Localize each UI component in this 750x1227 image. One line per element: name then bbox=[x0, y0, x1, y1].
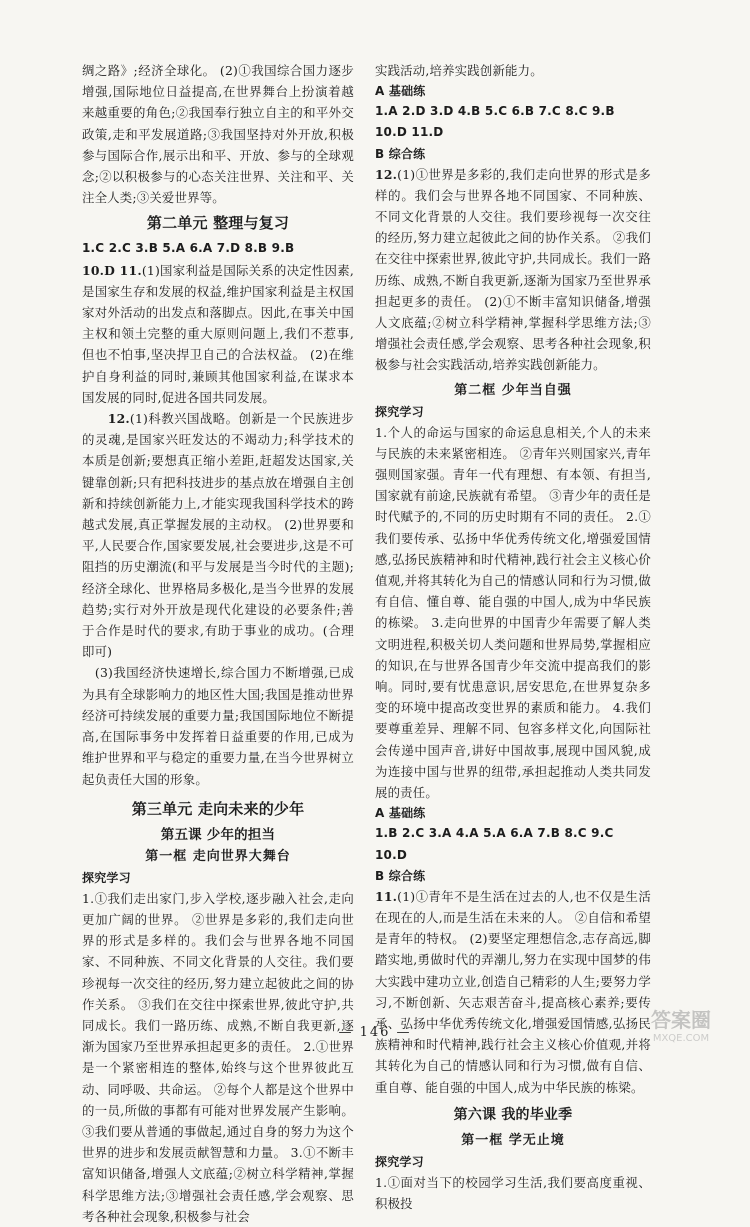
unit-2-choice-answers: 1.C 2.C 3.B 5.A 6.A 7.D 8.B 9.B bbox=[82, 241, 295, 256]
paragraph: 1.个人的命运与国家的命运息息相关,个人的未来与民族的未来紧密相连。 ②青年兴则国家兴,青年强则国家强。青年一代有理想、有本领、有担当,国家就有前途,民族就有希望。 ③青少年的责任是时代赋予的,不同的历史时期有不同的责任。 2.①我们要传承、弘扬中华优秀传统文化,增强爱国情感,弘扬民族精神和时代精神,践行社会主义核心价值观,并将其转化为自己的情感认同和行为习惯,做有自信、懂自尊、能自强的中国人,成为中华民族的栋梁。 3.走向世界的中国青少年需要了解人类文明进程,积极关切人类问题和世界局势,掌握相应的知识,在与世界各国青少年交流中提高我们的影响。同时,要有忧患意识,居安思危,在世界复杂多变的环境中提高改变世界的素质和能力。 4.我们要尊重差异、理解不同、包容多样文化,向国际社会传递中国声音,讲好中国故事,展现中国风貌,成为连接中国与世界的纽带,承担起推动人类共同发展的责任。 bbox=[375, 424, 651, 801]
watermark-logo bbox=[626, 1003, 736, 1045]
section-heading-basic: A 基础练 bbox=[375, 84, 426, 99]
section-heading-comprehensive: B 综合练 bbox=[375, 146, 426, 161]
section-heading-basic: A 基础练 bbox=[375, 806, 426, 821]
paragraph: 1.①我们走出家门,步入学校,逐步融入社会,走向更加广阔的世界。 ②世界是多彩的,我们走向世界的形式是多样的。我们会与世界各地不同国家、不同种族、不同文化背景的人交往。我们要珍视每一次交往的经历,努力建立起彼此之间的协作关系。 ③我们在交往中探索世界,彼此守护,共同成长。我们一路历练、成熟,不断自我更新,逐渐为国家乃至世界承担起更多的责任。 2.①世界是一个紧密相连的整体,始终与这个世界彼此互动、同呼吸、共命运。 ②每个人都是这个世界中的一员,所做的事都有可能对世界发展产生影响。 ③我们要从普通的事做起,通过自身的努力为这个世界的进步和发展贡献智慧和力量。 3.①不断丰富知识储备,增强人文底蕴;②树立科学精神,掌握科学思维方法;③增强社会责任感,学会观察、思考各种社会现象,积极参与社会 bbox=[82, 890, 354, 1224]
answer-text: (1)国家利益是国际关系的决定性因素,是国家生存和发展的权益,维护国家利益是主权国家对外活动的出发点和落脚点。因此,在事关中国主权和领土完整的重大原则问题上,我们不惹事,但也不怕事,坚决捍卫自己的合法权益。 (2)在维护自身利益的同时,兼顾其他国家利益,在谋求本国发展的同时,促进各国共同发展。 bbox=[82, 262, 354, 405]
lesson-5-heading: 第五课 少年的担当 bbox=[160, 826, 276, 843]
page-number: — 146 — bbox=[338, 1025, 412, 1040]
section-heading-explore: 探究学习 bbox=[375, 1154, 424, 1169]
basic-choice-answers: 1.A 2.D 3.D 4.B 5.C 6.B 7.C 8.C 9.B bbox=[375, 104, 615, 119]
paragraph bbox=[82, 260, 354, 408]
paragraph: 绸之路》;经济全球化。 (2)①我国综合国力逐步增强,国际地位日益提高,在世界舞台上扮演着越来越重要的角色;②我国奉行独立自主的和平外交政策,走和平发展道路;③我国坚持对外开放,积极参与国际合作,展示出和平、开放、参与的全球观念;②以积极参与的心态关注世界、关注和平、关注全人类;③关爱世界等。 bbox=[82, 63, 354, 206]
paragraph: 1.①面对当下的校园学习生活,我们要高度重视、积极投 bbox=[375, 1174, 651, 1211]
paragraph bbox=[375, 164, 651, 376]
question-number: 12. bbox=[107, 411, 130, 427]
answer-text: (1)①世界是多彩的,我们走向世界的形式是多样的。我们会与世界各地不同国家、不同种族、不同文化背景的人交往。我们要珍视每一次交往的经历,努力建立起彼此之间的协作关系。 ②我们在交往中探索世界,彼此守护,共同成长。我们一路历练、成熟,不断自我更新,逐渐为国家乃至世界承担起更多的责任。 (2)①不断丰富知识储备,增强人文底蕴;②树立科学精神,掌握科学思维方法;③增强社会责任感,学会观察、思考各种社会现象,积极参与社会实践活动,培养实践创新能力。 bbox=[375, 166, 651, 373]
question-number: 11. bbox=[375, 888, 398, 904]
basic-choice-answers: 1.B 2.C 3.A 4.A 5.A 6.A 7.B 8.C 9.C bbox=[375, 826, 614, 841]
unit-2-heading: 第二单元 整理与复习 bbox=[146, 214, 290, 233]
watermark-subtext: MXQE.COM bbox=[652, 1033, 710, 1044]
left-column bbox=[82, 60, 354, 1227]
lesson-6-heading: 第六课 我的毕业季 bbox=[453, 1106, 573, 1123]
answer-text: (1)①青年不是生活在过去的人,也不仅是生活在现在的人,而是生活在未来的人。 ②自信和希望是青年的特权。 (2)要坚定理想信念,志存高远,脚踏实地,勇做时代的弄潮儿,努力在实现中国梦的伟大实践中建功立业,创造自己精彩的人生;要努力学习,不断创新、矢志艰苦奋斗,提高核心素养;要传承、弘扬中华优秀传统文化,增强爱国情感,弘扬民族精神和时代精神,践行社会主义核心价值观,并将其转化为自己的情感认同和行为习惯,做有自信、重自尊、能自强的中国人,成为中华民族的栋梁。 bbox=[375, 888, 651, 1095]
answer-text: (3)我国经济快速增长,综合国力不断增强,已成为具有全球影响力的地区性大国;我国是推动世界经济可持续发展的重要力量;我国国际地位不断提高,在国际事务中发挥着日益重要的作用,已成为维护世界和平与稳定的重要力量,在当今世界树立起负责任大国的形象。 bbox=[82, 665, 355, 787]
section-heading-explore: 探究学习 bbox=[375, 404, 424, 419]
paragraph bbox=[82, 662, 354, 789]
watermark-text: 答案圈 bbox=[651, 1008, 711, 1032]
frame-1-heading: 第一框 走向世界大舞台 bbox=[145, 848, 291, 864]
section-heading-explore: 探究学习 bbox=[82, 870, 131, 885]
basic-choice-answers: 10.D bbox=[375, 847, 408, 862]
answer-text: (1)科教兴国战略。创新是一个民族进步的灵魂,是国家兴旺发达的不竭动力;科学技术的本质是创新;要想真正缩小差距,赶超发达国家,关键靠创新;只有把科技进步的基点放在增强自主创新和持续创新能力上,才能实现我国科学技术的跨越式发展,真正掌握发展的主动权。 (2)世界要和平,人民要合作,国家要发展,社会要进步,这是不可阻挡的历史潮流(和平与发展是当今时代的主题);经济全球化、世界格局多极化,是当今世界的发展趋势;实行对外开放是现代化建设的必要条件;善于合作是时代的要求,有助于事业的成功。(合理即可) bbox=[82, 411, 354, 660]
question-number: 12. bbox=[375, 166, 398, 182]
unit-3-heading: 第三单元 走向未来的少年 bbox=[131, 799, 305, 818]
section-heading-comprehensive: B 综合练 bbox=[375, 868, 426, 883]
paragraph bbox=[375, 886, 651, 1098]
paragraph bbox=[82, 408, 354, 662]
basic-choice-answers: 10.D 11.D bbox=[375, 125, 444, 140]
frame-2-heading: 第二框 少年当自强 bbox=[454, 382, 572, 398]
question-number: 10.D 11. bbox=[82, 262, 142, 278]
right-column bbox=[375, 60, 651, 1214]
paragraph: 实践活动,培养实践创新能力。 bbox=[375, 63, 543, 78]
frame-3-heading: 第一框 学无止境 bbox=[461, 1132, 565, 1148]
